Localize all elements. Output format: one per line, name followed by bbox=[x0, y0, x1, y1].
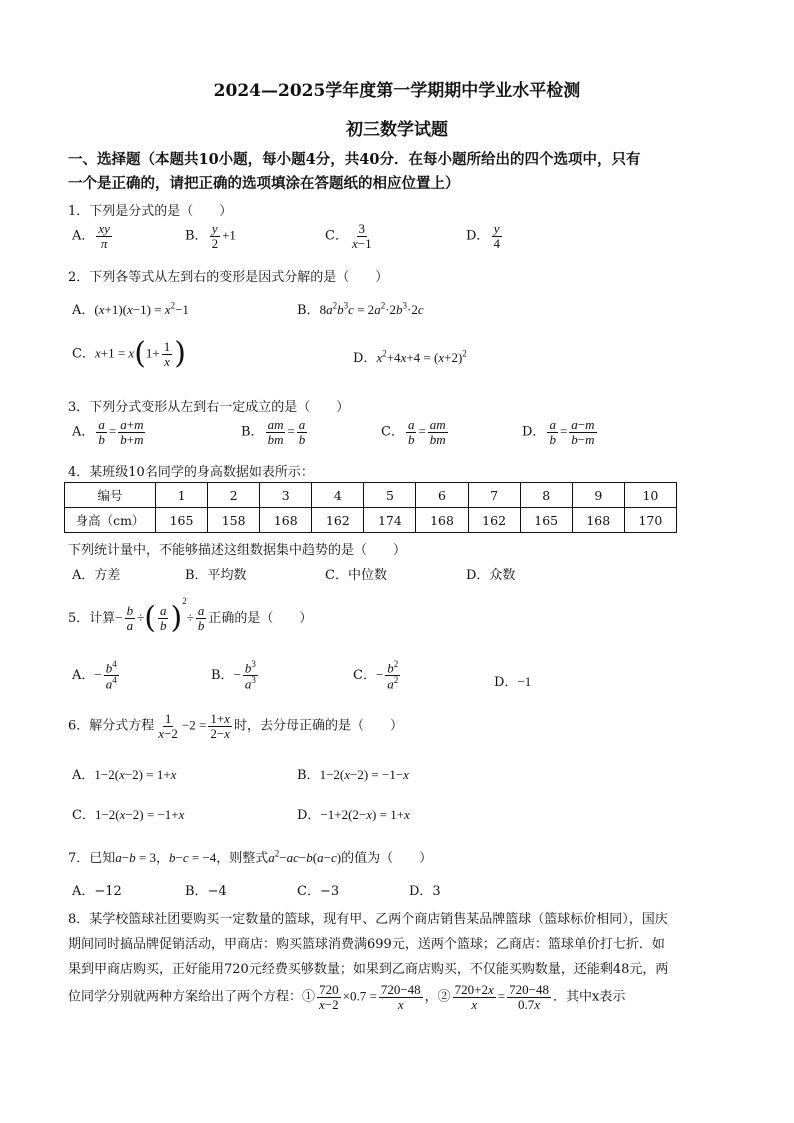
q3-option-c: C． $\frac{a}{b}$ = $\frac{am}{bm}$ bbox=[381, 417, 446, 447]
table-cell: 4 bbox=[312, 483, 364, 508]
q2-option-d: D．$x^2+4x+4 = (x+2)^2$ bbox=[353, 348, 467, 366]
q2-option-b: B．$8a^2b^3c = 2a^2\cdot 2b^3\cdot 2c$ bbox=[297, 300, 424, 318]
q1-stem: 1．下列是分式的是（ ） bbox=[68, 204, 233, 219]
table-cell: 174 bbox=[364, 508, 416, 533]
table-cell: 9 bbox=[572, 483, 624, 508]
q1-option-a: A． $\frac{xy}{\pi}$ bbox=[72, 221, 110, 251]
q5-suffix: 正确的是（ ） bbox=[208, 611, 313, 626]
q4-option-a: A．方差 bbox=[72, 568, 121, 583]
q1-option-b: B． $\frac{y}{2}$ +1 bbox=[185, 221, 236, 251]
q6-option-c: C．1−2(x−2) = −1+x bbox=[72, 807, 185, 823]
exam-subtitle: 初三数学试题 bbox=[346, 120, 448, 140]
height-table bbox=[64, 482, 677, 533]
q6-option-a: A．1−2(x−2) = 1+x bbox=[72, 767, 177, 783]
q8-line1: 8．某学校篮球社团要购买一定数量的篮球，现有甲、乙两个商店销售某品牌篮球（篮球标价相同），国庆 bbox=[68, 912, 668, 927]
q4-option-b: B．平均数 bbox=[185, 568, 247, 583]
q5-stem: 5．计算− $\frac{b}{a}$ ÷( $\frac{a}{b}$ )$^2$÷ $\frac{a}{b}$ 正确的是（ ） bbox=[68, 596, 313, 636]
table-cell: 165 bbox=[520, 508, 572, 533]
q8-line3: 果到甲商店购买，正好能用720元经费买够数量；如果到乙商店购买，不仅能买购数量，还能剩48元，两 bbox=[68, 962, 669, 977]
table-cell: 1 bbox=[156, 483, 208, 508]
q8-line4: 位同学分别就两种方案给出了两个方程：① $\frac{720}{x-2}$ ×0.7 = $\frac{720-48}{x}$ ，② $\frac{720+2x}{x}$ = $\frac{720-48}{0.7x}$ ．其中x表示 bbox=[68, 982, 626, 1012]
q5-option-d: D．−1 bbox=[494, 674, 532, 690]
table-cell: 2 bbox=[208, 483, 260, 508]
q7-option-c: C．−3 bbox=[297, 884, 340, 899]
q4-stem: 4．某班级10名同学的身高数据如表所示： bbox=[68, 465, 314, 480]
q8-line4-prefix: 位同学分别就两种方案给出了两个方程：① bbox=[68, 989, 316, 1005]
table-cell: 168 bbox=[572, 508, 624, 533]
table-header-height: 身高（cm） bbox=[65, 508, 156, 533]
q3-option-b: B． $\frac{am}{bm}$ = $\frac{a}{b}$ bbox=[241, 417, 306, 447]
q5-option-a: A．− $\frac{b^4}{a^4}$ bbox=[72, 659, 117, 692]
q7-stem: 7．已知a−b = 3，b−c = −4，则整式$a^2-ac-b(a-c)$的值为（ ） bbox=[68, 848, 433, 866]
table-cell: 158 bbox=[208, 508, 260, 533]
q7-option-a: A．−12 bbox=[72, 884, 122, 899]
q3-option-a: A． $\frac{a}{b}$ = $\frac{a+m}{b+m}$ bbox=[72, 417, 144, 447]
exam-title: 2024—2025学年度第一学期期中学业水平检测 bbox=[213, 81, 581, 101]
q6-suffix: 时，去分母正确的是（ ） bbox=[233, 718, 403, 734]
q3-stem: 3．下列分式变形从左到右一定成立的是（ ） bbox=[68, 400, 350, 415]
q6-stem: 6．解分式方程 $\frac{1}{x-2}$ −2 = $\frac{1+x}{2-x}$ 时，去分母正确的是（ ） bbox=[68, 711, 403, 741]
q6-prefix: 6．解分式方程 bbox=[68, 718, 155, 734]
table-cell: 165 bbox=[156, 508, 208, 533]
q5-option-c: C．− $\frac{b^2}{a^2}$ bbox=[353, 659, 399, 692]
q2-option-a: A．$(x+1)(x-1) = x^2-1$ bbox=[72, 300, 189, 318]
q2-stem: 2．下列各等式从左到右的变形是因式分解的是（ ） bbox=[68, 270, 389, 285]
table-cell: 162 bbox=[312, 508, 364, 533]
section-header-line1: 一、选择题（本题共10小题，每小题4分，共40分．在每小题所给出的四个选项中，只有 bbox=[68, 151, 641, 168]
q5-option-b: B．− $\frac{b^3}{a^3}$ bbox=[211, 659, 256, 692]
table-cell: 5 bbox=[364, 483, 416, 508]
table-cell: 162 bbox=[468, 508, 520, 533]
q4-followup: 下列统计量中，不能够描述这组数据集中趋势的是（ ） bbox=[68, 543, 407, 558]
section-header-line2: 一个是正确的，请把正确的选项填涂在答题纸的相应位置上） bbox=[68, 175, 460, 192]
table-cell: 7 bbox=[468, 483, 520, 508]
table-cell: 3 bbox=[260, 483, 312, 508]
q7-option-d: D．3 bbox=[409, 884, 441, 899]
q3-option-d: D． $\frac{a}{b}$ = $\frac{a-m}{b-m}$ bbox=[522, 417, 595, 447]
q1-option-d: D． $\frac{y}{4}$ bbox=[466, 221, 500, 251]
table-cell: 168 bbox=[260, 508, 312, 533]
table-cell: 168 bbox=[416, 508, 468, 533]
q7-suffix: 的值为（ ） bbox=[341, 851, 433, 866]
q2-option-c: C．x+1 = x(1+ $\frac{1}{x}$ ) bbox=[72, 336, 186, 371]
q7-option-b: B．−4 bbox=[185, 884, 227, 899]
table-cell: 170 bbox=[624, 508, 676, 533]
table-row bbox=[65, 483, 677, 508]
table-cell: 6 bbox=[416, 483, 468, 508]
q4-option-d: D．众数 bbox=[466, 568, 516, 583]
table-cell: 10 bbox=[624, 483, 676, 508]
q1-option-c: C． $\frac{3}{x-1}$ bbox=[325, 221, 372, 251]
table-row bbox=[65, 508, 677, 533]
q6-option-b: B．1−2(x−2) = −1−x bbox=[297, 767, 409, 783]
q4-option-c: C．中位数 bbox=[325, 568, 387, 583]
table-header-id: 编号 bbox=[65, 483, 156, 508]
q8-line2: 期间同时搞品牌促销活动，甲商店：购买篮球消费满699元，送两个篮球；乙商店：篮球单价打七折．如 bbox=[68, 937, 665, 952]
q7-prefix: 7．已知 bbox=[68, 851, 116, 866]
q8-line4-suffix: ．其中x表示 bbox=[552, 989, 626, 1005]
table-cell: 8 bbox=[520, 483, 572, 508]
q6-option-d: D．−1+2(2−x) = 1+x bbox=[297, 807, 410, 823]
q5-prefix: 5．计算 bbox=[68, 611, 116, 626]
